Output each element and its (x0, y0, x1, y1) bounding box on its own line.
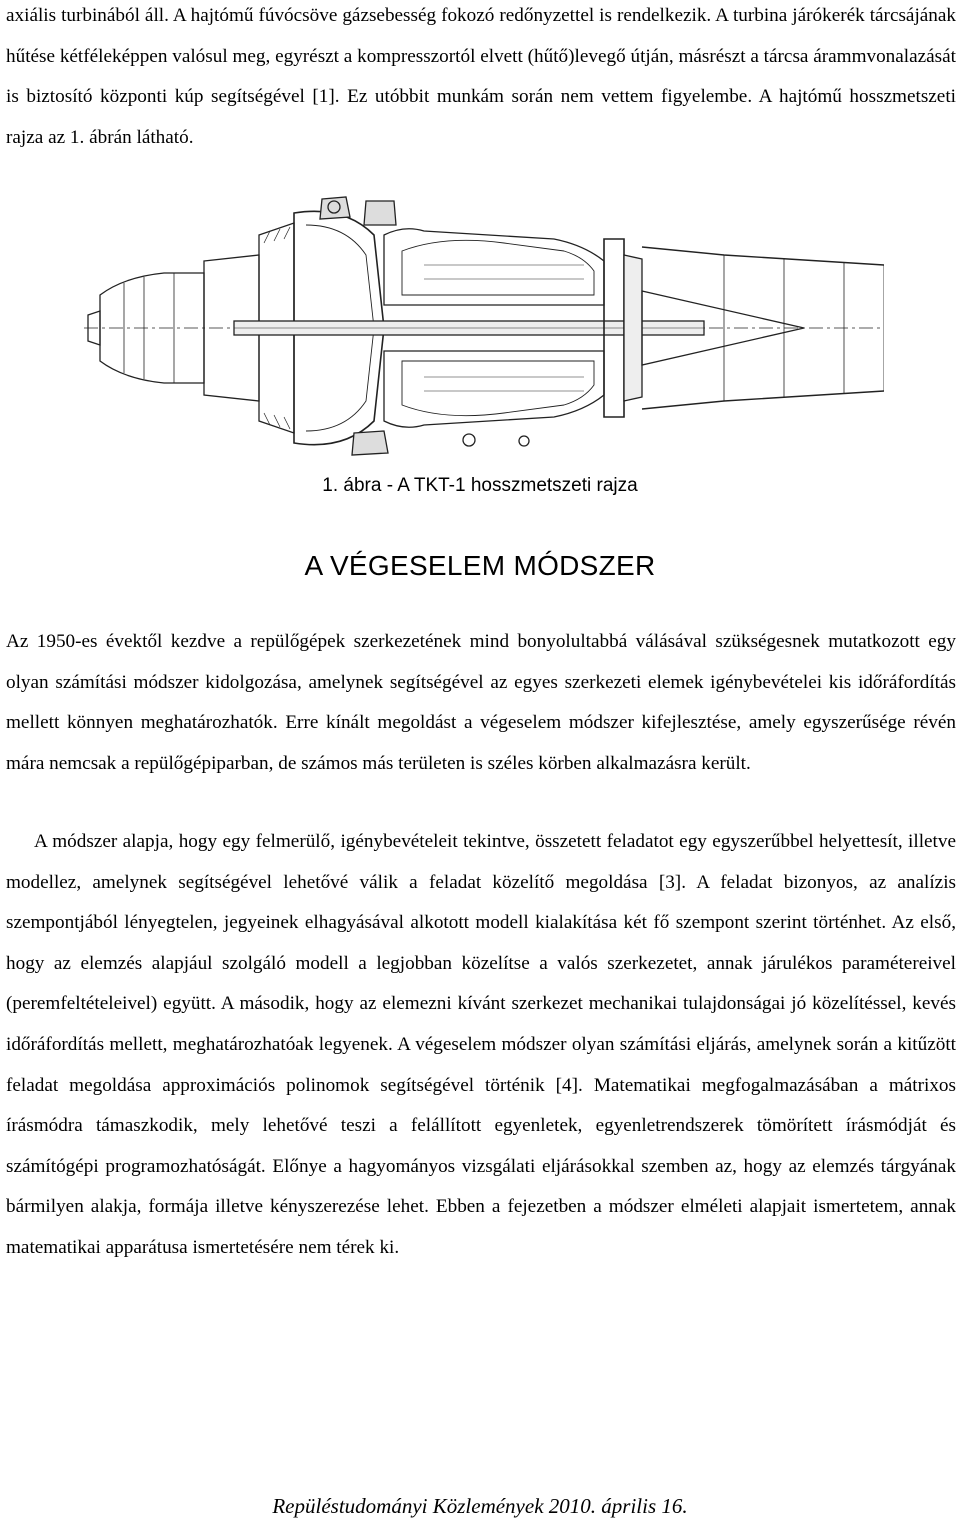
section-heading: A VÉGESELEM MÓDSZER (304, 550, 656, 581)
page-footer: Repüléstudományi Közlemények 2010. április 16. (272, 1494, 688, 1518)
engine-cross-section-drawing (84, 195, 884, 463)
figure-caption: 1. ábra - A TKT-1 hosszmetszeti rajza (322, 475, 638, 496)
body-paragraph-1: Az 1950-es évektől kezdve a repülőgépek szerkezetének mind bonyolultabbá válásával szükségesnek mutatkozott egy olyan számítási módszer kidolgozása, amelynek segítségével az egyes szerkezeti elemek igénybevételei kis időráfordítás mellett könnyen meghatározhatók. Erre kínált megoldást a végeselem módszer kifejlesztése, amely egyszerűsége révén mára nemcsak a repülőgépiparban, de számos más területen is széles körben alkalmazásra került. (6, 631, 956, 774)
body-paragraph-2: A módszer alapja, hogy egy felmerülő, igénybevételeit tekintve, összetett feladatot egy egyszerűbbel helyettesít, illetve modellez, amelynek segítségével lehetővé válik a feladat közelítő megoldása [3]. A feladat bizonyos, az analízis szempontjából lényegtelen, jegyeinek elhagyásával alkotott modell kialakítása két fő szempont szerint történhet. Az első, hogy az elemzés alapjául szolgáló modell a legjobban közelítse a valós szerkezetet, annak járulékos paramétereivel (peremfeltételeivel) együtt. A második, hogy az elemezni kívánt szerkezet mechanikai tulajdonságai jó közelítéssel, kevés időráfordítás mellett, meghatározhatóak legyenek. A végeselem módszer olyan számítási eljárás, amelynek során a kitűzött feladat megoldása approximációs polinomok segítségével történik [4]. Matematikai megfogalmazásában a mátrixos írásmódra támaszkodik, mely lehetővé teszi a felállított egyenletek, egyenletrendszerek tömörített írásmódját és számítógépi programozhatóságát. Előnye a hagyományos vizsgálati eljárásokkal szemben az, hogy az elemzés tárgyának bármilyen alakja, formája illetve kényszerezése lehet. Ebben a fejezetben a módszer elméleti alapjait ismertetem, annak matematikai apparátusa ismertetésére nem térek ki. (6, 831, 956, 1258)
intro-paragraph: axiális turbinából áll. A hajtómű fúvócsöve gázsebesség fokozó redőnyzettel is rendelkezik. A turbina járókerék tárcsájának hűtése kétféleképpen valósul meg, egyrészt a kompresszortól elvett (hűtő)levegő útján, másrészt a tárcsa árammvonalazását is biztosító központi kúp segítségével [1]. Ez utóbbit munkám során nem vettem figyelembe. A hajtómű hosszmetszeti rajza az 1. ábrán látható. (6, 5, 956, 148)
